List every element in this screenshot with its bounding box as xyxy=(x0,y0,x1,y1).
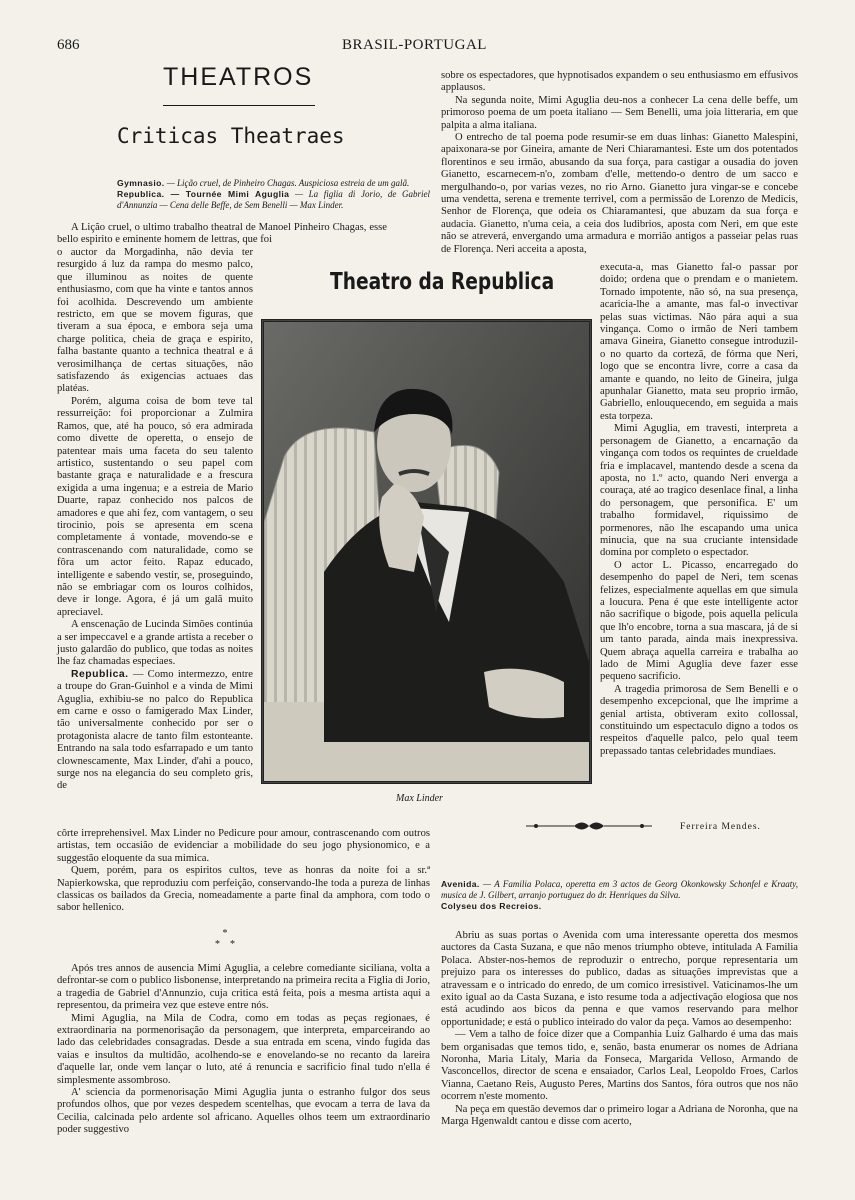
paragraph-republica: Republica. — Como intermezzo, entre a troupe do Gran-Guinhol e a vinda de Mimi Aguglia, exhibiu-se no palco do Republica em carne e osso o famigerado Max Linder, tão universalmente conhecido por ser o protagonista alacre de tanto film estonteante. Entrando na sala todo esfarrapado e um tanto clownescamente, Max Linder, d'ahi a pouco, surge nos na elegancia do seu completo gris, de xyxy=(57,668,253,792)
right-top-text xyxy=(441,70,798,256)
paragraph-picasso: O actor L. Picasso, encarregado do desempenho do papel de Neri, tem scenas felizes, especialmente aquellas em que simula a loucura. Pena é que este intelligente actor não sacrifique o bigode, pois aquella pelicula que lh'o encobre, torna a sua mascara, já de si um tanto parada, ainda mais inexpressiva. Quem abraça aquella carreira e trabalha ao lado de Mimi Aguglia deve fazer esse pequeno sacrificio. xyxy=(600,559,798,683)
section-title: THEATROS xyxy=(163,63,314,91)
paragraph-napierkowska: Quem, porém, para os espiritos cultos, teve as honras da noite foi a sr.ª Napierkowska, que reproduziu com perfeição, conservando-lhe toda a pureza de linhas classicas os bailados da Grecia, nomeadamente a parte final da amphora, com todo o sabor hellenico. xyxy=(57,865,430,914)
right-narrow-text xyxy=(600,262,798,758)
ornament-divider-icon xyxy=(524,819,654,833)
portrait-illustration xyxy=(264,322,589,781)
left-wide-text xyxy=(57,828,430,915)
summary-heading-colyseu: Colyseu dos Recreios. xyxy=(441,901,542,911)
summary-heading-avenida: Avenida. xyxy=(441,879,480,889)
paragraph-enscenacao: A enscenação de Lucinda Simões continúa a ser impeccavel e a grande artista a receber o justo galardão do publico, que todas as noites lhe faz chamadas especiaes. xyxy=(57,619,253,668)
paragraph-companhia: — Vem a talho de foice dizer que a Companhia Luiz Galhardo é uma das mais bem organisadas que temos tido, e, senão, basta enumerar os nomes de Adriana Noronha, Maria Litaly, Maria da Fonseca, Margarida Velloso, Armando de Vasconcellos, director de scena e ensaiador, Carlos Leal, Leopoldo Froes, Carlos Vianna, Caetano Reis, Augusto Peres, Martins dos Santos, fóra outros que nos não ocorrem n'este momento. xyxy=(441,1029,798,1103)
paragraph-tragedia: A tragedia primorosa de Sem Benelli e o desempenho excepcional, que lhe imprime a genial artista, obtiveram exito collossal, constituindo um espectaculo digno a todos os respeitos d'aquelle palco, pelo qual teem prepassado tantas celebridades mundiaes. xyxy=(600,683,798,757)
paragraph-max-linder: côrte irreprehensivel. Max Linder no Pedicure pour amour, contrascenando com outros artistas, tem occasião de evidenciar a mobilidade do seu jogo physionomico, e a suggestão eloquente da sua mimica. xyxy=(57,828,430,864)
left-intro: A Lição cruel, o ultimo trabalho theatral de Manoel Pinheiro Chagas, esse bello espirito e eminente homem de lettras, que foi xyxy=(57,222,387,246)
portrait-photo xyxy=(261,319,592,784)
avenida-summary xyxy=(441,879,798,912)
summary-heading-republica: Republica. — Tournée Mimi Aguglia xyxy=(117,189,290,199)
title-rule xyxy=(163,105,315,106)
paragraph-morgadinha: o auctor da Morgadinha, não devia ter resurgido á luz da rampa do mesmo palco, que illuminou as noites de quente enthusiasmo, com que ha vinte e tantos annos foi acolhida. Descrevendo um ambiente restricto, em que se movem figuras, que tiveram a sua época, e embora seja uma charge politica, cheia de graça e espirito, falha bastante quanto a technica theatral e á verosimilhança de certas situações, não satisfazendo ás exigencias actuaes das platéas. xyxy=(57,247,253,395)
summary-text-republica: — La figlia di Jorio, de Gabriel d'Annunzia — Cena delle Beffe, de Sem Benelli — Max Linder. xyxy=(117,189,431,210)
right-bottom-text xyxy=(441,930,798,1129)
paragraph-ressurreicao: Porém, alguma coisa de bom teve tal ressurreição: foi proporcionar a Zulmira Ramos, que, até ha pouco, só era admirada como divette de operetta, o ensejo de patentear mais uma faceta do seu talento artistico, sustentando o seu papel com bastante graça e naturalidade e a frescura exigida a uma ingenua; e a estreia de Mario Duarte, rapaz conhecido nos palcos de amadores e que ahi fez, com vantagem, o seu tirocinio, pois se apresenta em scena completamente á vontade, movendo-se e contrascenando com naturalidade, como se fôra um actor feito. Rapaz educado, intelligente e sabendo vestir, se, proseguindo, não se embriagar com os louros colhidos, deve ir longe. Agora, é já um galã muito apreciavel. xyxy=(57,395,253,618)
paragraph-espectadores: sobre os espectadores, que hypnotisados expandem o seu enthusiasmo em effusivos applausos. xyxy=(441,70,798,94)
subsection-title: Criticas Theatraes xyxy=(117,124,345,148)
paragraph-avenida: Abriu as suas portas o Avenida com uma interessante operetta dos mesmos auctores da Casta Suzana, e que não menos triumpho obteve, intitulada A Familia Polaca. Abster-nos-hemos de reproduzir o entrecho, porque representaria um prejuizo para os interesses do publico, dadas as situações imprevistas que a atravessam e o intricado do enredo, de um comico irresistivel. Vaticinamos-lhe um exito igual ao da Casta Suzana, e isto resume toda a adjectivação elogiosa que nos está acudindo aos bicos da penna e que vamos reservando para melhor opportunidade; e está o publico inteirado do valor da peça. Vamos ao desempenho: xyxy=(441,930,798,1028)
paragraph-travesti: Mimi Aguglia, em travesti, interpreta a personagem de Gianetto, a encarnação da vingança com todos os requintes de crueldade fria e implacavel, mantendo desde a scena da aposta, no 1.º acto, quando Neri enverga a couraça, até ao tragico desenlace final, a linha do personagem, que personifica. E' um trabalho formidavel, riquissimo de pormenores, não lhe escapando uma unica minucia, que na sua cruciante intensidade domina por completo o espectador. xyxy=(600,423,798,559)
gymnasio-summary xyxy=(117,178,430,211)
photo-title: Theatro da Republica xyxy=(330,269,555,295)
left-narrow-text xyxy=(57,247,253,793)
paragraph-aguglia-return: Após tres annos de ausencia Mimi Aguglia, a celebre comediante siciliana, volta a defrontar-se com o publico lisbonense, interpretando na primeira recita a Figlia di Jorio, a tragedia de Gabriel d'Annunzio, cuja critica está feita, pois a mesma artista aqui a representou, da primeira vez que esteve entre nós. xyxy=(57,963,430,1012)
paragraph-entrecho: O entrecho de tal poema pode resumir-se em duas linhas: Gianetto Malespini, apaixonara-se por Gineira, amante de Neri Chiaramantesi. Este um dos potentados florentinos e seu irmão, abusando da sua força, para castigar a ousadia do joven Gianetto, escarnecem-n'o, zombam d'elle, mettendo-o dentro de um sacco e mergulhando-o, por varias vezes, no rio Arno. Gianetto jura vingar-se e concebe uma vendetta, serena e tremente terrivel, com a permissão de Lorenzo de Medicis, Senhor de Florença, que odeia os Chiaramantesi, que abuzam da sua força e audacia. Gianetto, n'uma ceia, a ceia dos ludibrios, aposta com Neri, em que este não se atreverá, envergando uma armadura e morrião antigos a passeiar pelas ruas de Florença. Neri acceita a aposta, xyxy=(441,132,798,255)
photo-caption: Max Linder xyxy=(396,793,443,804)
summary-text-gymnasio: — Lição cruel, de Pinheiro Chagas. Auspiciosa estreia de um galã. xyxy=(164,178,410,188)
paragraph-olhos: A' sciencia da pormenorisação Mimi Aguglia junta o estranho fulgor dos seus profundos olhos, que por vezes despedem scentelhas, que evocam a terra de lava da Cecilia, calcinada pelo ardente sol africano. Aquelles olhos teem um extraordinario poder suggestivo xyxy=(57,1087,430,1136)
section-break-stars: * * * xyxy=(215,928,235,950)
paragraph-adriana: Na peça em questão devemos dar o primeiro logar a Adriana de Noronha, que na Marga Hgenwaldt cantou e disse com acerto, xyxy=(441,1103,798,1128)
left-bottom-text xyxy=(57,963,430,1137)
running-title: BRASIL-PORTUGAL xyxy=(342,37,487,53)
republica-heading: Republica. xyxy=(71,668,129,680)
author-signature: Ferreira Mendes. xyxy=(680,822,761,832)
summary-text-avenida: — A Familia Polaca, operetta em 3 actos de Georg Okonkowsky Schonfel e Kraaty, musica de J. Gilbert, arranjo portuguez do dr. Henriques da Silva. xyxy=(441,879,798,900)
page-number: 686 xyxy=(57,37,80,53)
paragraph-mila-de-codra: Mimi Aguglia, na Mila de Codra, como em todas as peças regionaes, é extraordinaria na pormenorisação da personagem, que interpreta, emparceirando ao lado das celebridades consagradas. Desde a sua entrada em scena, vindo fugida das vaias e insultos da multidão, acolhendo-se e enovelando-se no recanto da lareira d'aquelle lar, onde vem lançar o luto, até á renuncia e sacrificio final tudo n'ella é simplesmente assombroso. xyxy=(57,1012,430,1086)
paragraph-segunda-noite: Na segunda noite, Mimi Aguglia deu-nos a conhecer La cena delle beffe, um primoroso poema de um poeta italiano — Sem Benelli, uma joia litteraria, em que palpita a alma italiana. xyxy=(441,94,798,131)
summary-heading-gymnasio: Gymnasio. xyxy=(117,178,165,188)
paragraph-vinganca: executa-a, mas Gianetto fal-o passar por doido; ordena que o prendam e o manietem. Tornado impotente, não só, na sua presença, acaricia-lhe a amante, mas fal-o invectivar pelas suas victimas. Não pára aqui a sua vingança. Como o irmão de Neri tambem amava Gineira, Gianetto consegue introduzil-o no quarto da cortezã, de fórma que Neri, logo que se encontra livre, corre a casa da amante e quando, no leito de Gineira, julga apunhalar Gianetto, mata seu proprio irmão, Gabriello, enlouquecendo, em seguida a mais esta torpeza. xyxy=(600,262,798,422)
